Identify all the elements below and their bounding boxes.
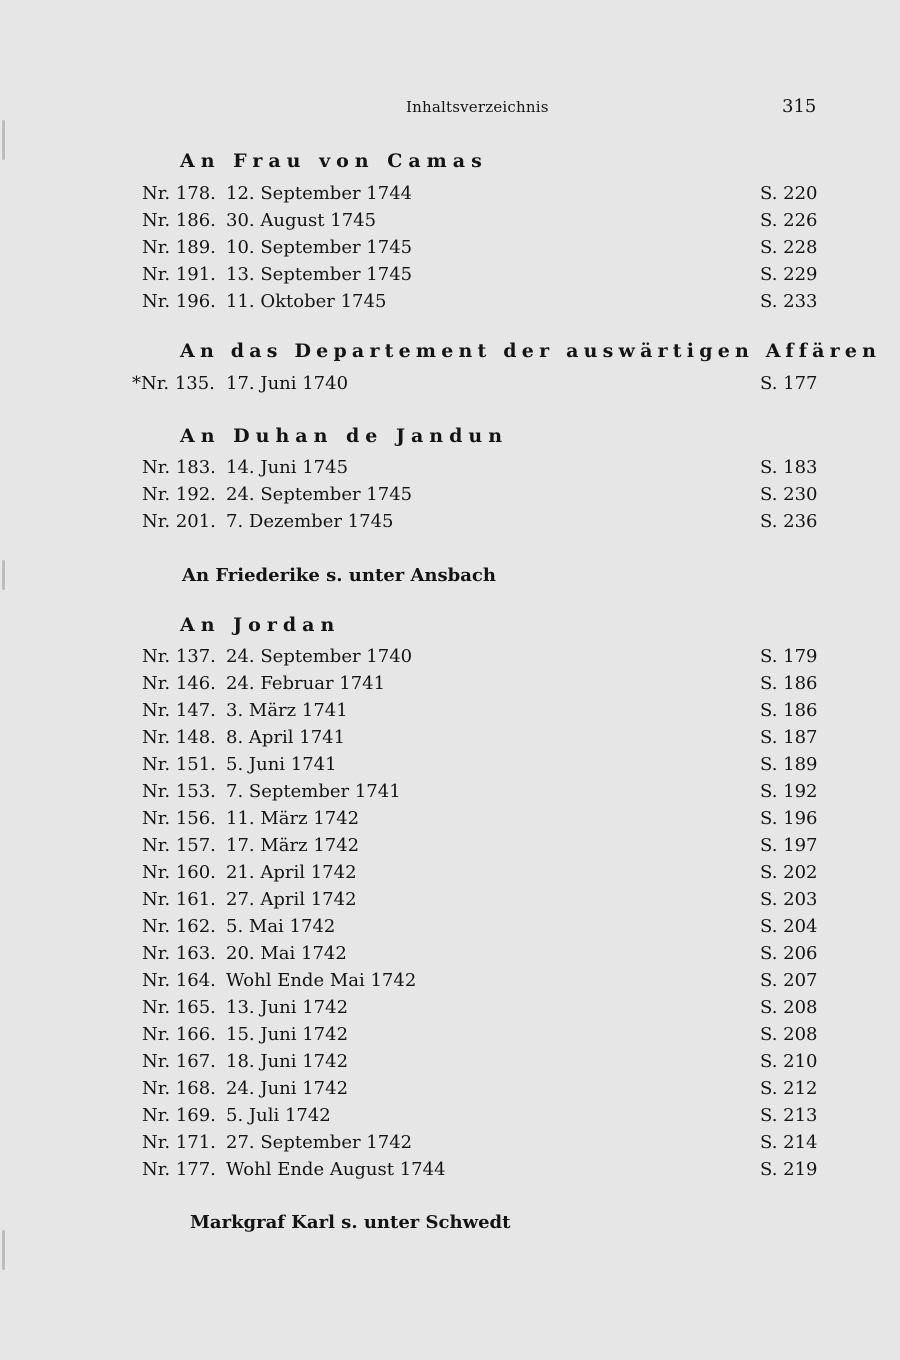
toc-entry: [0, 1105, 900, 1132]
entry-page: S. 206: [760, 943, 818, 964]
entry-date: 18. Juni 1742: [226, 1051, 349, 1072]
page-edge-mark: [2, 560, 5, 590]
entry-number: Nr. 165.: [142, 997, 216, 1018]
entry-number: Nr. 166.: [142, 1024, 216, 1045]
toc-entry: [0, 781, 900, 808]
toc-entry: [0, 754, 900, 781]
entry-date: 15. Juni 1742: [226, 1024, 349, 1045]
entry-date: 11. Oktober 1745: [226, 291, 387, 312]
toc-entry: [0, 511, 900, 538]
entry-page: S. 186: [760, 673, 818, 694]
entry-page: S. 228: [760, 237, 818, 258]
entry-page: S. 213: [760, 1105, 818, 1126]
toc-entry: [0, 646, 900, 673]
entry-page: S. 220: [760, 183, 818, 204]
entry-page: S. 233: [760, 291, 818, 312]
entry-number: Nr. 178.: [142, 183, 216, 204]
entry-number: Nr. 164.: [142, 970, 216, 991]
entry-page: S. 177: [760, 373, 818, 394]
entry-page: S. 187: [760, 727, 818, 748]
toc-entry: [0, 862, 900, 889]
entry-number: Nr. 191.: [142, 264, 216, 285]
entry-date: 12. September 1744: [226, 183, 413, 204]
entry-number: Nr. 168.: [142, 1078, 216, 1099]
entry-page: S. 186: [760, 700, 818, 721]
entry-number: Nr. 162.: [142, 916, 216, 937]
toc-entry: [0, 970, 900, 997]
entry-number: Nr. 171.: [142, 1132, 216, 1153]
page-header: [0, 96, 900, 122]
entry-page: S. 197: [760, 835, 818, 856]
toc-entry: [0, 1078, 900, 1105]
entry-number: Nr. 153.: [142, 781, 216, 802]
page-edge-mark: [2, 120, 5, 160]
page-number: 315: [782, 96, 817, 117]
toc-entry: [0, 943, 900, 970]
entry-number: Nr. 201.: [142, 511, 216, 532]
running-title: Inhaltsverzeichnis: [406, 98, 549, 116]
entry-date: 13. Juni 1742: [226, 997, 349, 1018]
entry-number: Nr. 177.: [142, 1159, 216, 1180]
entry-date: 3. März 1741: [226, 700, 348, 721]
entry-number: Nr. 157.: [142, 835, 216, 856]
entry-number: Nr. 163.: [142, 943, 216, 964]
toc-entry: [0, 1024, 900, 1051]
entry-number: Nr. 169.: [142, 1105, 216, 1126]
entry-date: 14. Juni 1745: [226, 457, 349, 478]
cross-reference: An Friederike s. unter Ansbach: [182, 565, 496, 586]
toc-entry: [0, 808, 900, 835]
section-heading: An Frau von Camas: [180, 150, 488, 172]
toc-entry: [0, 264, 900, 291]
entry-page: S. 189: [760, 754, 818, 775]
toc-entry: [0, 673, 900, 700]
toc-entry: [0, 916, 900, 943]
toc-entry: [0, 1159, 900, 1186]
entry-date: 20. Mai 1742: [226, 943, 347, 964]
entry-date: 11. März 1742: [226, 808, 360, 829]
entry-number: Nr. 189.: [142, 237, 216, 258]
toc-entry: [0, 373, 900, 400]
entry-page: S. 183: [760, 457, 818, 478]
toc-entry: [0, 727, 900, 754]
entry-date: 10. September 1745: [226, 237, 413, 258]
entry-page: S. 226: [760, 210, 818, 231]
entry-page: S. 179: [760, 646, 818, 667]
section-heading: An das Departement der auswärtigen Affären: [180, 340, 882, 362]
entry-date: Wohl Ende Mai 1742: [226, 970, 417, 991]
entry-number: Nr. 196.: [142, 291, 216, 312]
entry-page: S. 204: [760, 916, 818, 937]
cross-reference: Markgraf Karl s. unter Schwedt: [190, 1212, 511, 1233]
entry-date: 17. Juni 1740: [226, 373, 349, 394]
entry-page: S. 203: [760, 889, 818, 910]
entry-number: Nr. 192.: [142, 484, 216, 505]
entry-number: Nr. 137.: [142, 646, 216, 667]
toc-entry: [0, 183, 900, 210]
entry-number: Nr. 167.: [142, 1051, 216, 1072]
entry-date: 27. April 1742: [226, 889, 357, 910]
entry-page: S. 214: [760, 1132, 818, 1153]
entry-date: 24. September 1740: [226, 646, 413, 667]
entry-page: S. 208: [760, 1024, 818, 1045]
toc-entry: [0, 457, 900, 484]
entry-date: 5. Juni 1741: [226, 754, 337, 775]
entry-page: S. 229: [760, 264, 818, 285]
entry-date: 5. Juli 1742: [226, 1105, 331, 1126]
entry-date: 24. Juni 1742: [226, 1078, 349, 1099]
entry-number: Nr. 146.: [142, 673, 216, 694]
entry-date: 24. September 1745: [226, 484, 413, 505]
entry-page: S. 207: [760, 970, 818, 991]
toc-entry: [0, 889, 900, 916]
toc-entry: [0, 997, 900, 1024]
entry-page: S. 230: [760, 484, 818, 505]
entry-number: *Nr. 135.: [132, 373, 215, 394]
entry-page: S. 210: [760, 1051, 818, 1072]
entry-page: S. 212: [760, 1078, 818, 1099]
entry-page: S. 236: [760, 511, 818, 532]
entry-page: S. 208: [760, 997, 818, 1018]
toc-entry: [0, 237, 900, 264]
section-heading: An Jordan: [180, 614, 341, 636]
entry-page: S. 219: [760, 1159, 818, 1180]
toc-entry: [0, 1132, 900, 1159]
entry-number: Nr. 161.: [142, 889, 216, 910]
toc-entry: [0, 210, 900, 237]
entry-date: Wohl Ende August 1744: [226, 1159, 446, 1180]
entry-number: Nr. 148.: [142, 727, 216, 748]
entry-date: 21. April 1742: [226, 862, 357, 883]
entry-date: 17. März 1742: [226, 835, 360, 856]
entry-date: 24. Februar 1741: [226, 673, 386, 694]
toc-entry: [0, 1051, 900, 1078]
entry-number: Nr. 151.: [142, 754, 216, 775]
entry-number: Nr. 183.: [142, 457, 216, 478]
entry-date: 13. September 1745: [226, 264, 413, 285]
entry-number: Nr. 186.: [142, 210, 216, 231]
entry-date: 5. Mai 1742: [226, 916, 336, 937]
toc-entry: [0, 484, 900, 511]
entry-date: 30. August 1745: [226, 210, 377, 231]
section-heading: An Duhan de Jandun: [180, 425, 509, 447]
toc-entry: [0, 700, 900, 727]
entry-page: S. 192: [760, 781, 818, 802]
page-edge-mark: [2, 1230, 5, 1270]
entry-page: S. 196: [760, 808, 818, 829]
entry-date: 7. Dezember 1745: [226, 511, 394, 532]
entry-number: Nr. 147.: [142, 700, 216, 721]
entry-page: S. 202: [760, 862, 818, 883]
entry-date: 27. September 1742: [226, 1132, 413, 1153]
entry-date: 8. April 1741: [226, 727, 346, 748]
entry-number: Nr. 160.: [142, 862, 216, 883]
toc-entry: [0, 835, 900, 862]
toc-entry: [0, 291, 900, 318]
entry-date: 7. September 1741: [226, 781, 401, 802]
entry-number: Nr. 156.: [142, 808, 216, 829]
